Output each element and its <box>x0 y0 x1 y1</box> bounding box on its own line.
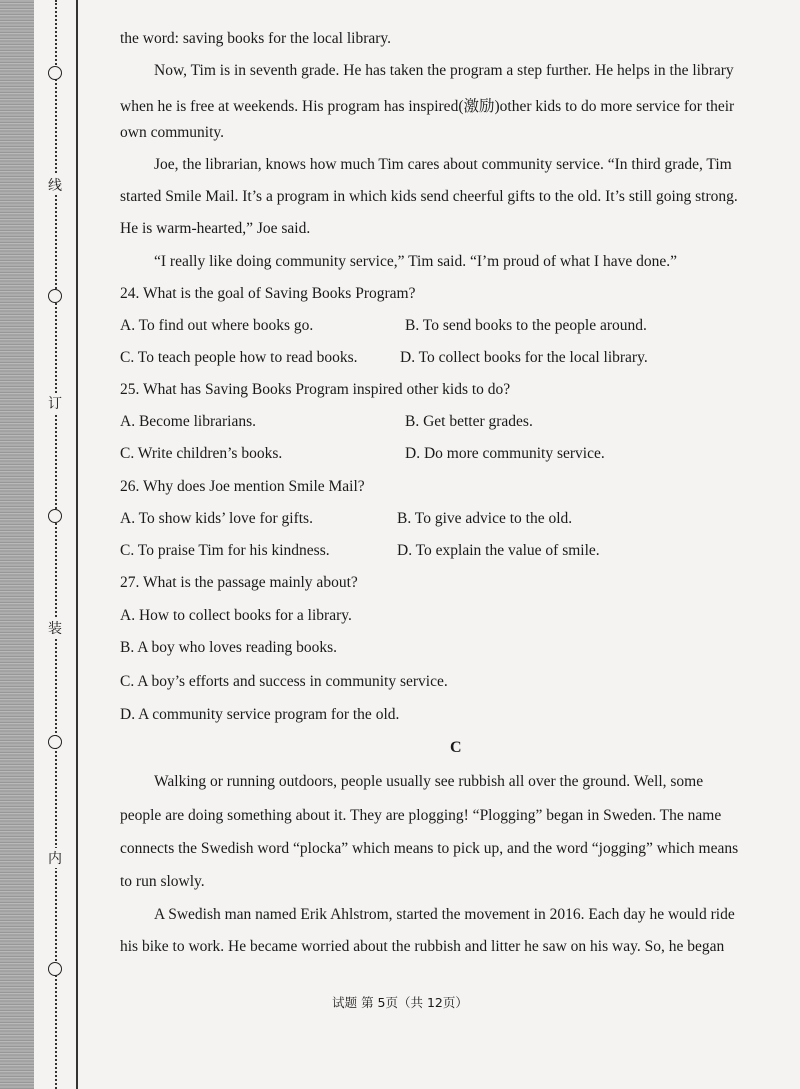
question-stem: 25. What has Saving Books Program inspired other kids to do? <box>120 381 511 398</box>
option[interactable]: C. To teach people how to read books. <box>120 349 358 366</box>
option[interactable]: D. To collect books for the local library. <box>400 349 648 366</box>
option[interactable]: D. Do more community service. <box>405 445 605 462</box>
binding-hole <box>48 735 62 749</box>
passage-line: when he is free at weekends. His program has inspired(激励)other kids to do more service for their <box>120 98 735 115</box>
option[interactable]: A. To show kids’ love for gifts. <box>120 510 313 527</box>
question-stem: 26. Why does Joe mention Smile Mail? <box>120 478 365 495</box>
option[interactable]: B. To give advice to the old. <box>397 510 573 527</box>
option[interactable]: A. How to collect books for a library. <box>120 607 352 624</box>
passage-line: own community. <box>120 124 225 141</box>
option[interactable]: B. A boy who loves reading books. <box>120 639 337 656</box>
passage-line: Now, Tim is in seventh grade. He has taken the program a step further. He helps in the library <box>154 62 734 79</box>
margin-rule <box>76 0 78 1089</box>
option[interactable]: C. A boy’s efforts and success in community service. <box>120 673 448 690</box>
binding-hole <box>48 509 62 523</box>
dotted-cut-line <box>55 0 57 1089</box>
passage-line: the word: saving books for the local library. <box>120 30 392 47</box>
passage-line: to run slowly. <box>120 873 205 890</box>
passage-line: his bike to work. He became worried about the rubbish and litter he saw on his way. So, he began <box>120 938 725 955</box>
option[interactable]: B. Get better grades. <box>405 413 533 430</box>
option[interactable]: B. To send books to the people around. <box>405 317 647 334</box>
passage-line: A Swedish man named Erik Ahlstrom, started the movement in 2016. Each day he would ride <box>154 906 735 923</box>
passage-line: “I really like doing community service,” Tim said. “I’m proud of what I have done.” <box>154 253 677 270</box>
question-stem: 27. What is the passage mainly about? <box>120 574 358 591</box>
option[interactable]: D. A community service program for the old. <box>120 706 400 723</box>
passage-line: Joe, the librarian, knows how much Tim cares about community service. “In third grade, Tim <box>154 156 732 173</box>
binding-char: 订 <box>47 393 63 413</box>
binding-char: 线 <box>47 175 63 195</box>
binding-margin <box>0 0 80 1089</box>
binding-char: 装 <box>47 618 63 638</box>
scan-shadow <box>0 0 34 1089</box>
binding-hole <box>48 962 62 976</box>
passage-line: Walking or running outdoors, people usually see rubbish all over the ground. Well, some <box>154 773 704 790</box>
passage-line: started Smile Mail. It’s a program in which kids send cheerful gifts to the old. It’s still going strong. <box>120 188 738 205</box>
page-footer: 试题 第 5页（共 12页） <box>332 995 468 1010</box>
option[interactable]: C. Write children’s books. <box>120 445 283 462</box>
binding-hole <box>48 66 62 80</box>
question-stem: 24. What is the goal of Saving Books Program? <box>120 285 416 302</box>
passage-line: connects the Swedish word “plocka” which means to pick up, and the word “jogging” which means <box>120 840 739 857</box>
option[interactable]: A. To find out where books go. <box>120 317 314 334</box>
option[interactable]: A. Become librarians. <box>120 413 257 430</box>
binding-char: 内 <box>47 848 63 868</box>
section-heading: C <box>450 739 462 756</box>
option[interactable]: D. To explain the value of smile. <box>397 542 600 559</box>
passage-line: He is warm-hearted,” Joe said. <box>120 220 311 237</box>
option[interactable]: C. To praise Tim for his kindness. <box>120 542 330 559</box>
passage-line: people are doing something about it. They are plogging! “Plogging” began in Sweden. The name <box>120 807 722 824</box>
binding-hole <box>48 289 62 303</box>
